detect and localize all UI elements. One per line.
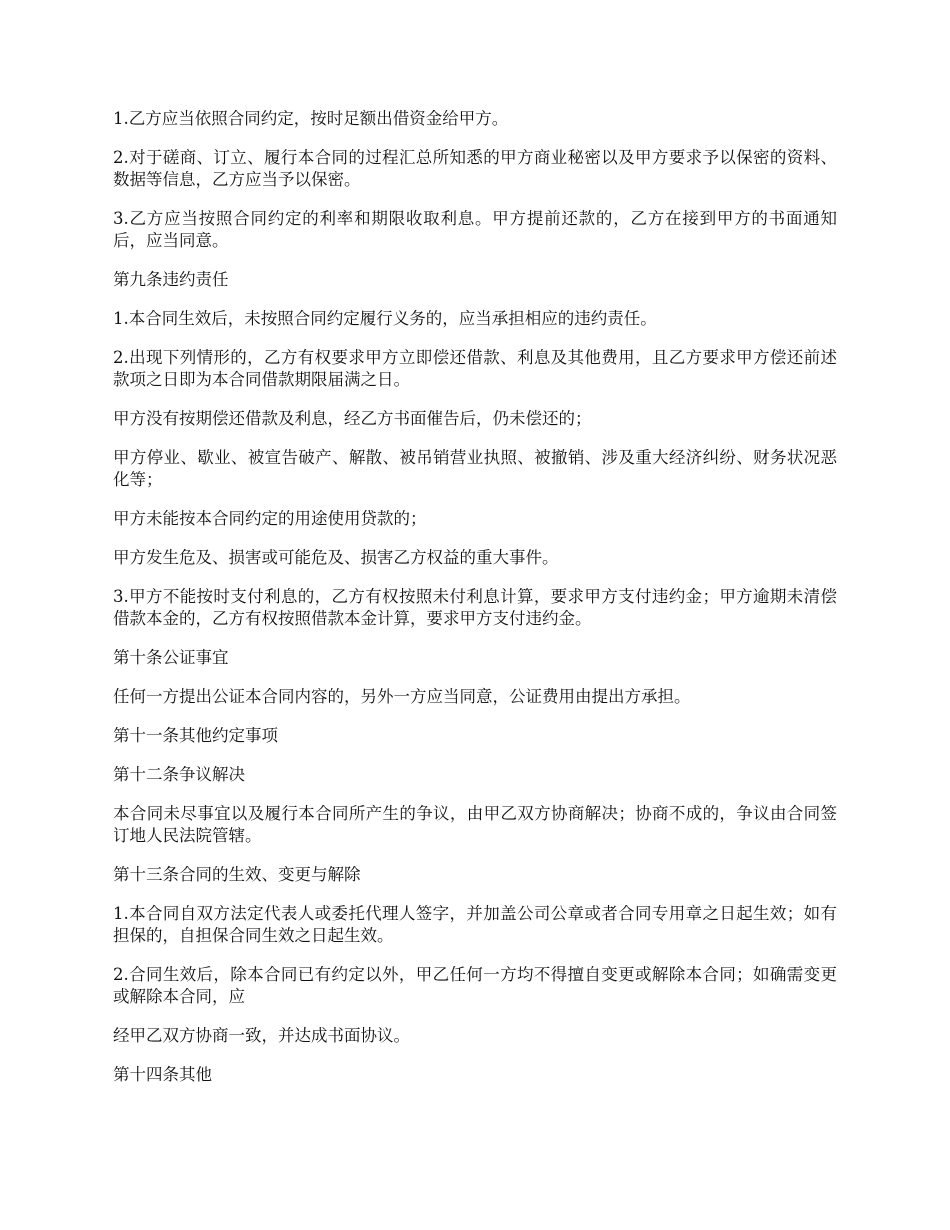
section-heading-article-13: 第十三条合同的生效、变更与解除 (113, 865, 361, 884)
section-heading-article-9: 第九条违约责任 (113, 270, 229, 289)
paragraph-8: 甲方停业、歇业、被宣告破产、解散、被吊销营业执照、被撤销、涉及重大经济纠纷、财务状况恶化等； (113, 448, 837, 489)
paragraph-16: 本合同未尽事宜以及履行本合同所产生的争议，由甲乙双方协商解决；协商不成的，争议由合同签订地人民法院管辖。 (113, 804, 837, 845)
paragraph-1: 1.乙方应当依照合同约定，按时足额出借资金给甲方。 (113, 109, 509, 128)
paragraph-5: 1.本合同生效后，未按照合同约定履行义务的，应当承担相应的违约责任。 (113, 309, 657, 328)
paragraph-11: 3.甲方不能按时支付利息的，乙方有权按照未付利息计算，要求甲方支付违约金；甲方逾期未清偿借款本金的，乙方有权按照借款本金计算，要求甲方支付违约金。 (113, 587, 837, 628)
paragraph-19: 2.合同生效后，除本合同已有约定以外，甲乙任何一方均不得擅自变更或解除本合同；如确需变更或解除本合同，应 (113, 965, 837, 1006)
paragraph-2: 2.对于磋商、订立、履行本合同的过程汇总所知悉的甲方商业秘密以及甲方要求予以保密的资料、数据等信息，乙方应当予以保密。 (113, 148, 837, 189)
paragraph-7: 甲方没有按期偿还借款及利息，经乙方书面催告后，仍未偿还的； (113, 409, 592, 428)
paragraph-9: 甲方未能按本合同约定的用途使用贷款的； (113, 509, 427, 528)
paragraph-3: 3.乙方应当按照合同约定的利率和期限收取利息。甲方提前还款的，乙方在接到甲方的书面通知后，应当同意。 (113, 209, 837, 250)
section-heading-article-11: 第十一条其他约定事项 (113, 726, 278, 745)
paragraph-13: 任何一方提出公证本合同内容的，另外一方应当同意，公证费用由提出方承担。 (113, 687, 691, 706)
paragraph-10: 甲方发生危及、损害或可能危及、损害乙方权益的重大事件。 (113, 548, 559, 567)
paragraph-20: 经甲乙双方协商一致，并达成书面协议。 (113, 1026, 410, 1045)
section-heading-article-14: 第十四条其他 (113, 1065, 212, 1084)
paragraph-6: 2.出现下列情形的，乙方有权要求甲方立即偿还借款、利息及其他费用，且乙方要求甲方偿还前述款项之日即为本合同借款期限届满之日。 (113, 348, 837, 389)
section-heading-article-10: 第十条公证事宜 (113, 648, 229, 667)
paragraph-18: 1.本合同自双方法定代表人或委托代理人签字，并加盖公司公章或者合同专用章之日起生效；如有担保的，自担保合同生效之日起生效。 (113, 904, 837, 945)
section-heading-article-12: 第十二条争议解决 (113, 765, 245, 784)
